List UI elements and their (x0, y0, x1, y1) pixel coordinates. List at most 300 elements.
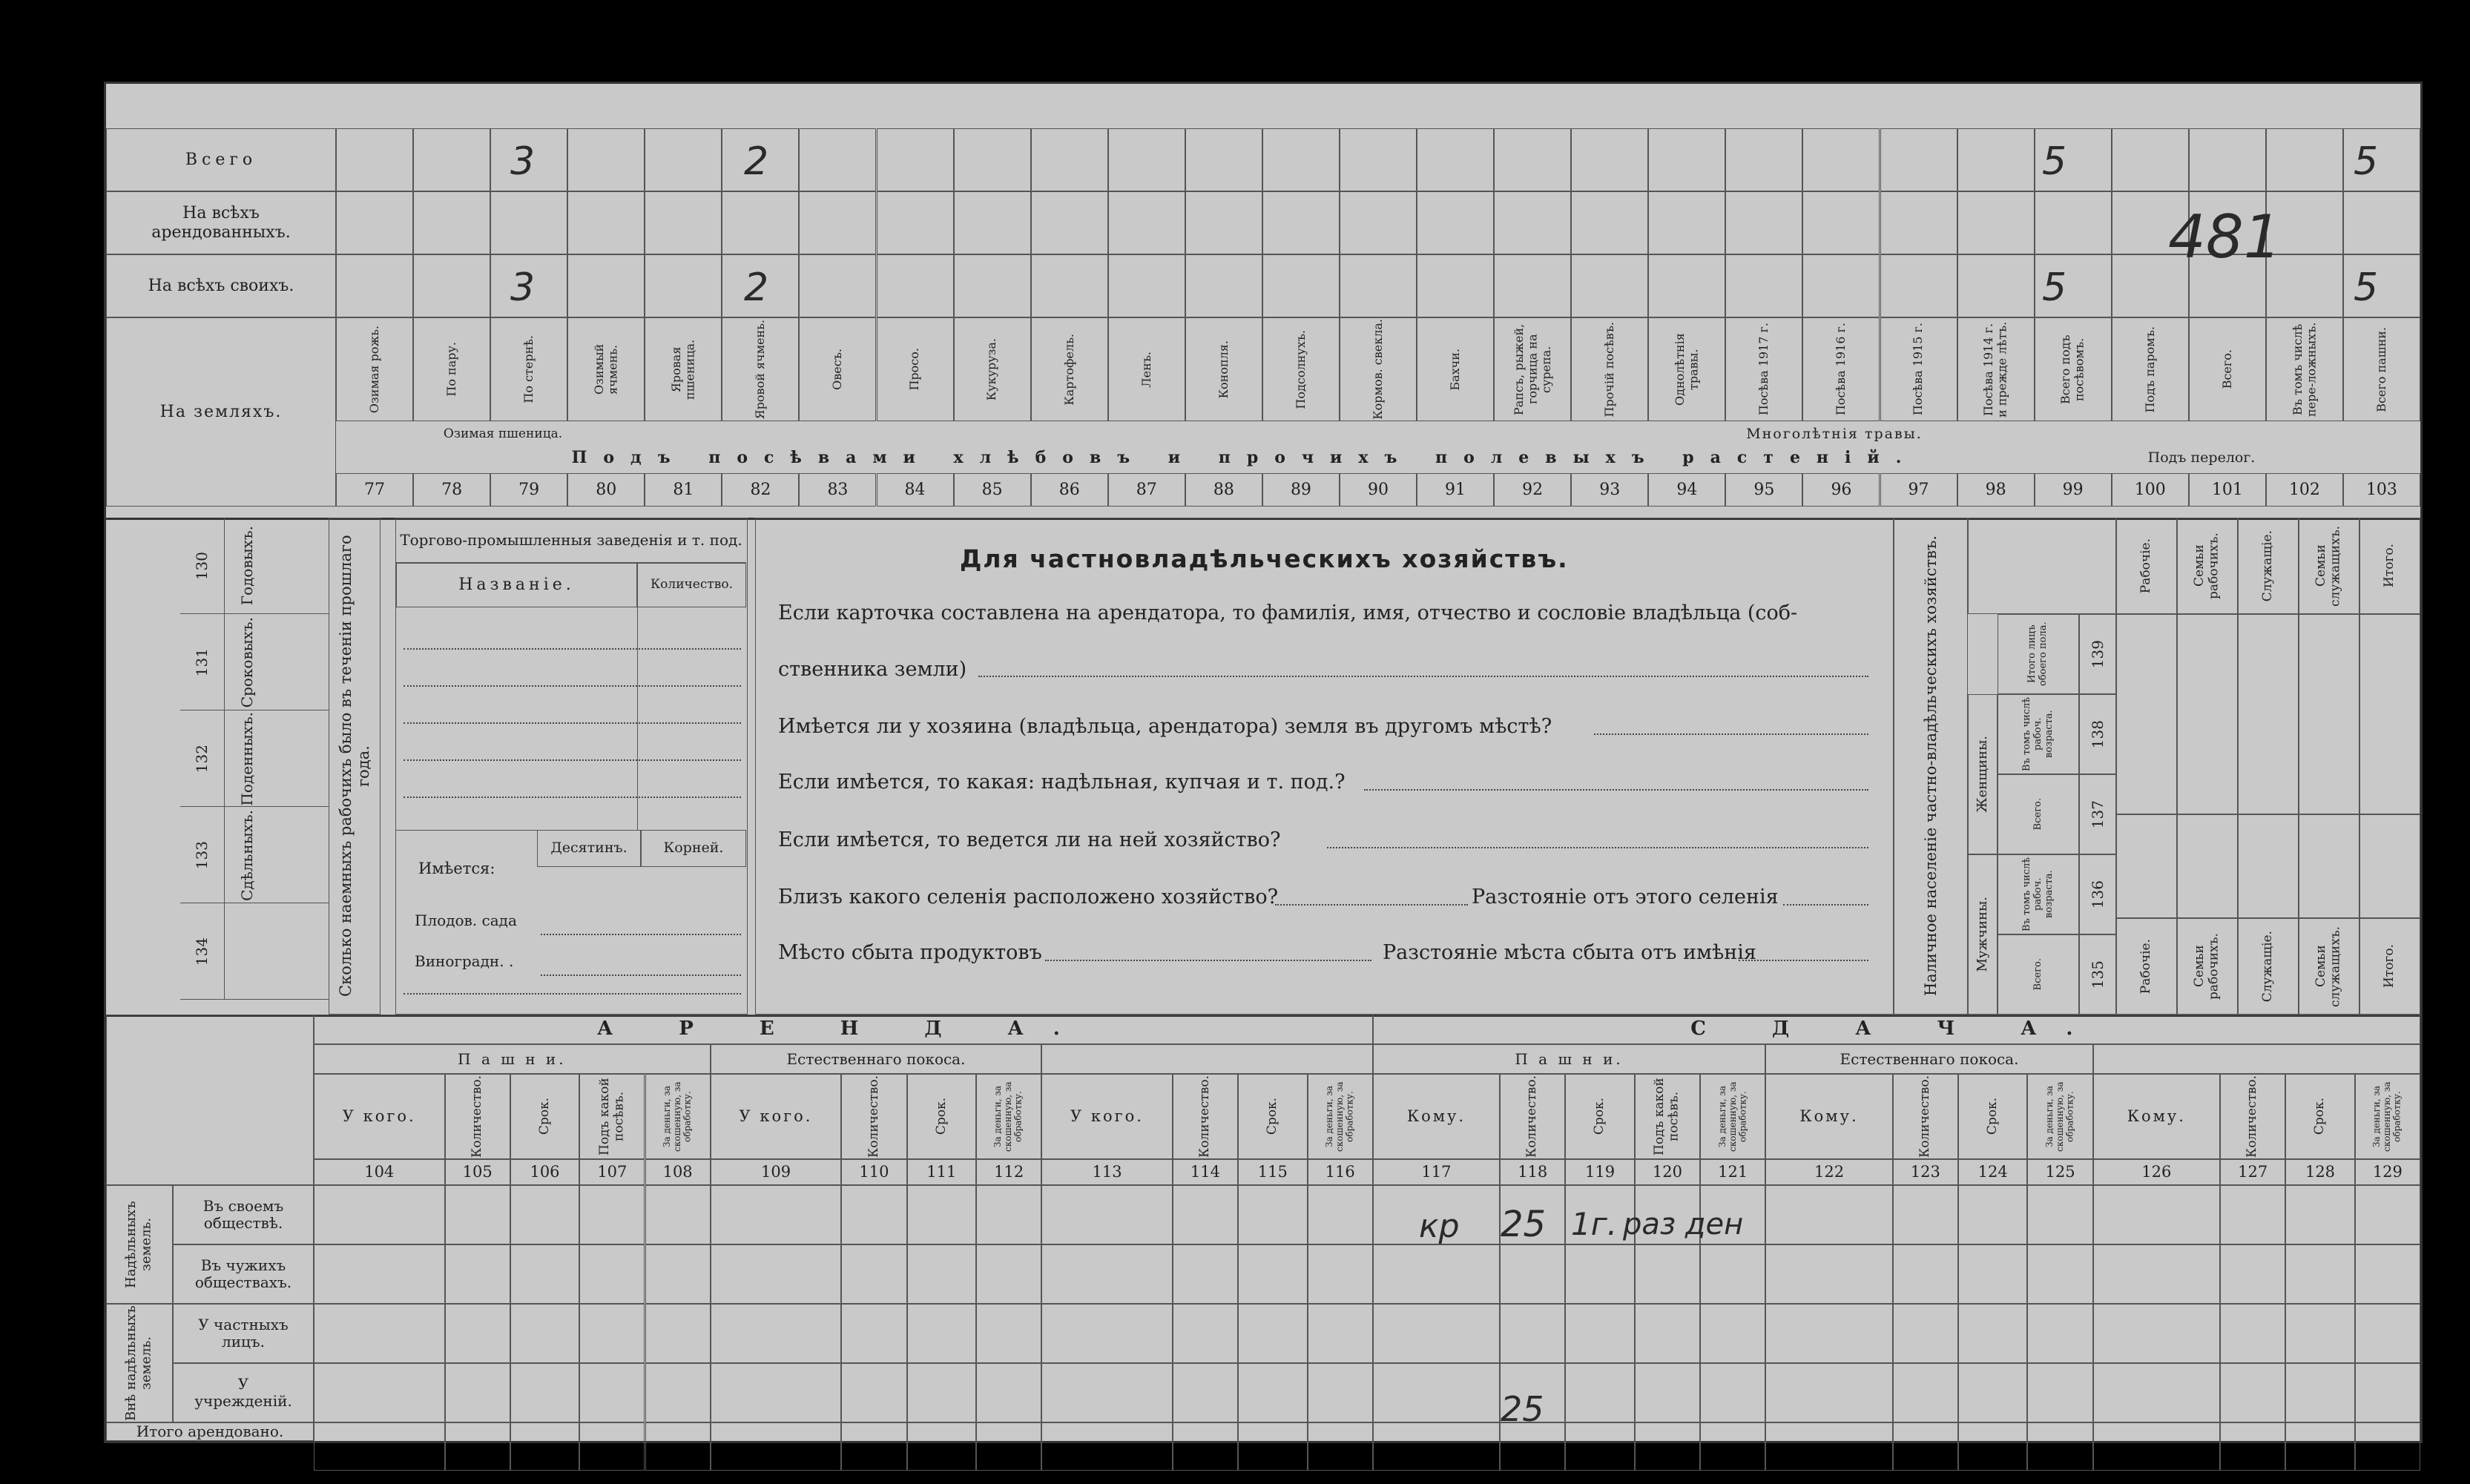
torg-title: Торгово-промышленныя заведенiя и т. под. (396, 518, 746, 563)
staff-cell-b-4 (2359, 814, 2420, 918)
col-number-77: 77 (336, 473, 413, 507)
crop-label-88: Конопля. (1216, 340, 1231, 399)
question-market: Мѣсто сбыта продуктовъ (778, 941, 1042, 964)
top-banner: Подъ посѣвами хлѣбовъ и прочихъ полевыхъ растенiй. (336, 447, 2153, 469)
col-number-94: 94 (1648, 473, 1725, 507)
worker-num-134 (180, 903, 225, 1000)
data-cell-r1-c2 (490, 191, 567, 254)
lease-num-106: 106 (510, 1159, 579, 1185)
worker-num-133 (180, 807, 225, 903)
staff-footer-label-4: Итого. (2382, 944, 2397, 989)
arenda-heading: А Р Е Н Д А. (314, 1015, 1373, 1044)
lease-header-108 (645, 1074, 711, 1159)
row-label-svoi: На всѣхъ своихъ. (106, 254, 336, 317)
lease-cell-r4-c110 (841, 1422, 906, 1471)
data-cell-r0-c24 (2189, 128, 2266, 191)
crop-header-95 (1725, 317, 1802, 421)
staff-cell-b-1 (2177, 814, 2238, 918)
staff-cell-b-3 (2299, 814, 2359, 918)
lease-cell-r3-c109 (711, 1363, 842, 1422)
lease-cell-r2-c126 (2093, 1304, 2220, 1363)
lease-cell-r3-c112 (976, 1363, 1041, 1422)
crop-header-94 (1648, 317, 1725, 421)
col-number-86: 86 (1031, 473, 1108, 507)
lease-cell-r2-c118 (1500, 1304, 1565, 1363)
hand-komu: кр (1419, 1207, 1460, 1245)
lease-cell-r0-c113 (1041, 1185, 1173, 1244)
data-cell-r1-c21 (1957, 191, 2035, 254)
lease-cell-r0-c110 (841, 1185, 906, 1244)
crop-label-86: Картофель. (1061, 333, 1076, 406)
lease-header-128 (2285, 1074, 2354, 1159)
hand-svoi-99: 5 (2042, 266, 2067, 310)
crop-header-86 (1031, 317, 1108, 421)
crop-label-81: Яровая пшеница. (668, 339, 697, 400)
lease-cell-r0-c122 (1765, 1185, 1892, 1244)
pop-men (1968, 854, 1998, 1015)
worker-type-label-2: Поденныхъ. (237, 711, 256, 806)
pop-num-139 (2079, 614, 2116, 694)
data-cell-r0-c1 (413, 128, 490, 191)
crop-header-78 (413, 317, 490, 421)
data-cell-r0-c7 (877, 128, 954, 191)
hand-svoi-79: 3 (510, 266, 536, 310)
data-cell-r0-c14 (1417, 128, 1494, 191)
lease-cell-r4-c104 (314, 1422, 445, 1471)
lease-header-label-105: Количество. (469, 1075, 484, 1158)
lease-header-label-128: Срок. (2312, 1098, 2328, 1135)
staff-cell-a-2 (2238, 614, 2299, 814)
lease-cell-r2-c111 (907, 1304, 976, 1363)
population-header (1894, 518, 1968, 1015)
staff-footer-label-2: Служащiе. (2260, 930, 2276, 1003)
lease-itogo-label: Итого арендовано. (106, 1422, 314, 1441)
lease-cell-r4-c127 (2220, 1422, 2285, 1471)
worker-num-130 (180, 518, 225, 614)
lease-header-129 (2355, 1074, 2420, 1159)
lease-header-119 (1565, 1074, 1634, 1159)
crop-label-95: Посѣва 1917 г. (1756, 323, 1771, 416)
data-cell-r1-c18 (1725, 191, 1802, 254)
crop-label-97: Посѣва 1915 г. (1911, 323, 1926, 416)
lease-cell-r2-c120 (1635, 1304, 1700, 1363)
lease-header-116 (1308, 1074, 1373, 1159)
pop-num-135 (2079, 934, 2116, 1015)
lease-header-120 (1635, 1074, 1700, 1159)
arenda-pashni: П а ш н и. (314, 1044, 711, 1074)
question-village: Близъ какого селенiя расположено хозяйство? (778, 886, 1279, 908)
lease-num-127: 127 (2220, 1159, 2285, 1185)
top-section (106, 128, 2420, 520)
data-cell-r2-c12 (1262, 254, 1340, 317)
lease-num-112: 112 (976, 1159, 1041, 1185)
staff-cell-a-0 (2116, 614, 2177, 814)
lease-header-label-114: Количество. (1197, 1075, 1213, 1158)
staff-header-label-1: Семьи рабочихъ. (2192, 532, 2222, 599)
lease-cell-r3-c114 (1173, 1363, 1238, 1422)
lease-cell-r1-c121 (1700, 1244, 1765, 1304)
lease-cell-r2-c129 (2355, 1304, 2420, 1363)
lease-cell-r4-c120 (1635, 1422, 1700, 1471)
lease-cell-r2-c125 (2027, 1304, 2092, 1363)
crop-header-79 (490, 317, 567, 421)
lease-header-label-127: Количество. (2245, 1075, 2260, 1158)
data-cell-r0-c16 (1571, 128, 1648, 191)
col-number-97: 97 (1880, 473, 1957, 507)
population-label: Наличное населенiе частно-владѣльческихъ хозяйствъ. (1921, 535, 1940, 997)
data-cell-r1-c14 (1417, 191, 1494, 254)
lease-cell-r1-c116 (1308, 1244, 1373, 1304)
col-number-95: 95 (1725, 473, 1802, 507)
data-cell-r2-c6 (799, 254, 876, 317)
population-grid (1968, 518, 2116, 1015)
lease-cell-r3-c113 (1041, 1363, 1173, 1422)
crop-header-100 (2112, 317, 2189, 421)
lease-num-128: 128 (2285, 1159, 2354, 1185)
crop-label-85: Кукуруза. (984, 337, 999, 401)
group-nadel (106, 1185, 173, 1304)
lease-cell-r2-c106 (510, 1304, 579, 1363)
lease-cell-r3-c129 (2355, 1363, 2420, 1422)
worker-num-label-133: 133 (193, 840, 211, 870)
crop-header-87 (1108, 317, 1185, 421)
arenda-pokos2 (1041, 1044, 1373, 1074)
staff-footer-label-1: Семьи рабочихъ. (2192, 933, 2222, 1000)
lease-cell-r2-c112 (976, 1304, 1041, 1363)
lease-cell-r3-c121 (1700, 1363, 1765, 1422)
lease-cell-r0-c125 (2027, 1185, 2092, 1244)
lease-cell-r0-c111 (907, 1185, 976, 1244)
worker-type-label-0: Годовыхъ. (237, 526, 256, 606)
staff-cell-a-3 (2299, 614, 2359, 814)
lease-header-118 (1500, 1074, 1565, 1159)
data-cell-r0-c17 (1648, 128, 1725, 191)
lease-cell-r2-c105 (445, 1304, 510, 1363)
crop-header-97 (1880, 317, 1957, 421)
lease-cell-r3-c128 (2285, 1363, 2354, 1422)
col-number-80: 80 (567, 473, 645, 507)
hired-workers-label: Сколько наемныхъ рабочихъ было въ теченiи прошлаго года. (336, 535, 372, 997)
col-number-91: 91 (1417, 473, 1494, 507)
col-number-93: 93 (1571, 473, 1648, 507)
lease-header-107 (579, 1074, 645, 1159)
lease-cell-r1-c115 (1238, 1244, 1307, 1304)
lease-cell-r2-c127 (2220, 1304, 2285, 1363)
lease-row-label-0: Въ своемъ обществѣ. (173, 1185, 314, 1244)
lease-cell-r1-c124 (1958, 1244, 2027, 1304)
hand-vsego-79: 3 (510, 139, 536, 184)
lease-cell-r3-c107 (579, 1363, 645, 1422)
col-number-90: 90 (1340, 473, 1417, 507)
worker-type-label-3: Сдѣльныхъ. (237, 809, 256, 901)
data-cell-r1-c12 (1262, 191, 1340, 254)
crop-label-80: Озимый ячмень. (591, 343, 620, 395)
sdacha-pashni: П а ш н и. (1373, 1044, 1766, 1074)
data-cell-r2-c10 (1108, 254, 1185, 317)
crop-header-99 (2035, 317, 2112, 421)
staff-footer-4 (2359, 918, 2420, 1015)
crop-label-77: Озимая рожь. (366, 325, 381, 414)
data-cell-r0-c6 (799, 128, 876, 191)
lease-cell-r1-c125 (2027, 1244, 2092, 1304)
lease-num-108: 108 (645, 1159, 711, 1185)
lease-cell-r0-c108 (645, 1185, 711, 1244)
lease-cell-r0-c104 (314, 1185, 445, 1244)
lease-num-104: 104 (314, 1159, 445, 1185)
lease-cell-r3-c125 (2027, 1363, 2092, 1422)
lease-cell-r4-c128 (2285, 1422, 2354, 1471)
crop-label-78: По пару. (444, 342, 458, 397)
staff-header-1 (2177, 518, 2238, 614)
lease-cell-r1-c106 (510, 1244, 579, 1304)
pop-num-text-137: 137 (2088, 799, 2107, 829)
pop-num-text-139: 139 (2088, 639, 2107, 669)
worker-num-132 (180, 710, 225, 807)
lease-cell-r1-c123 (1893, 1244, 1958, 1304)
col-number-79: 79 (490, 473, 567, 507)
hand-vsego-103: 5 (2354, 139, 2379, 184)
sdacha-heading: С Д А Ч А. (1373, 1015, 2420, 1044)
lease-cell-r2-c128 (2285, 1304, 2354, 1363)
group-vne (106, 1304, 173, 1422)
worker-type-2 (225, 710, 269, 807)
lease-num-117: 117 (1373, 1159, 1500, 1185)
lease-cell-r1-c127 (2220, 1244, 2285, 1304)
lease-cell-r4-c124 (1958, 1422, 2027, 1471)
crop-header-85 (954, 317, 1031, 421)
lease-header-126 (2093, 1074, 2220, 1159)
lease-cell-r2-c119 (1565, 1304, 1634, 1363)
lease-cell-r0-c107 (579, 1185, 645, 1244)
crop-label-92: Рапсъ, рыжей, горчица на сурепа. (1511, 323, 1553, 415)
data-cell-r0-c25 (2266, 128, 2343, 191)
crop-header-83 (799, 317, 876, 421)
lease-cell-r4-c118 (1500, 1422, 1565, 1471)
torg-nazvanie: Названiе. (396, 563, 637, 607)
lease-header-117 (1373, 1074, 1500, 1159)
staff-cell-a-1 (2177, 614, 2238, 814)
lease-cell-r1-c108 (645, 1244, 711, 1304)
col-number-102: 102 (2266, 473, 2343, 507)
data-cell-r0-c8 (954, 128, 1031, 191)
col-number-84: 84 (877, 473, 954, 507)
crop-header-82 (722, 317, 799, 421)
data-cell-r1-c15 (1494, 191, 1571, 254)
lease-header-label-108: За деньги, за скошенную, за обработку. (661, 1081, 693, 1152)
col-number-98: 98 (1957, 473, 2035, 507)
torg-box (395, 518, 748, 1015)
lease-cell-r2-c110 (841, 1304, 906, 1363)
lease-header-label-120: Подъ какой посѣвъ. (1652, 1078, 1682, 1155)
data-cell-r0-c3 (567, 128, 645, 191)
hand-code: 481 (2168, 202, 2282, 271)
lease-header-124 (1958, 1074, 2027, 1159)
arenda-pokos: Естественнаго покоса. (711, 1044, 1042, 1074)
data-cell-r2-c14 (1417, 254, 1494, 317)
lease-cell-r4-c126 (2093, 1422, 2220, 1471)
crop-header-80 (567, 317, 645, 421)
lease-cell-r3-c127 (2220, 1363, 2285, 1422)
lease-cell-r3-c120 (1635, 1363, 1700, 1422)
staff-footer-3 (2299, 918, 2359, 1015)
lease-cell-r4-c121 (1700, 1422, 1765, 1471)
crop-label-82: Яровой ячмень. (753, 319, 768, 420)
col-number-88: 88 (1185, 473, 1262, 507)
crop-label-93: Прочiй посѣвъ. (1602, 321, 1617, 418)
lease-cell-r2-c104 (314, 1304, 445, 1363)
lease-cell-r1-c122 (1765, 1244, 1892, 1304)
data-cell-r0-c12 (1262, 128, 1340, 191)
worker-num-label-132: 132 (193, 744, 211, 774)
lease-cell-r3-c116 (1308, 1363, 1373, 1422)
lease-cell-r4-c119 (1565, 1422, 1634, 1471)
data-cell-r1-c22 (2035, 191, 2112, 254)
lease-cell-r4-c117 (1373, 1422, 1500, 1471)
crop-header-98 (1957, 317, 2035, 421)
lease-num-126: 126 (2093, 1159, 2220, 1185)
lease-row-label-1: Въ чужихъ обществахъ. (173, 1244, 314, 1304)
crop-label-87: Ленъ. (1139, 351, 1153, 388)
hired-workers-q (329, 518, 381, 1015)
lease-cell-r0-c124 (1958, 1185, 2027, 1244)
data-cell-r2-c0 (336, 254, 413, 317)
imeetsya-label: Имѣется: (418, 860, 495, 877)
lease-cell-r2-c124 (1958, 1304, 2027, 1363)
col-number-83: 83 (799, 473, 876, 507)
staff-footer-2 (2238, 918, 2299, 1015)
crop-label-94: Однолѣтнiя травы. (1672, 333, 1701, 406)
data-cell-r0-c19 (1802, 128, 1880, 191)
hand-kolvo: 25 (1501, 1204, 1547, 1245)
crop-header-89 (1262, 317, 1340, 421)
lease-cell-r4-c115 (1238, 1422, 1307, 1471)
hand-svoi-103: 5 (2354, 266, 2379, 310)
private-farm-box (755, 518, 1894, 1015)
lease-num-107: 107 (579, 1159, 645, 1185)
lease-header-label-109: У кого. (739, 1107, 813, 1126)
staff-header-label-0: Рабочiе. (2138, 538, 2154, 594)
question-market-distance: Разстоянiе мѣста сбыта отъ имѣнiя (1383, 941, 1756, 964)
data-cell-r1-c7 (877, 191, 954, 254)
crop-header-91 (1417, 317, 1494, 421)
data-cell-r2-c18 (1725, 254, 1802, 317)
lease-header-label-126: Кому. (2127, 1107, 2186, 1126)
lease-cell-r2-c115 (1238, 1304, 1307, 1363)
data-cell-r0-c9 (1031, 128, 1108, 191)
lease-cell-r1-c113 (1041, 1244, 1173, 1304)
crop-header-88 (1185, 317, 1262, 421)
data-cell-r2-c3 (567, 254, 645, 317)
lease-num-124: 124 (1958, 1159, 2027, 1185)
vinograd-label: Виноградн. . (415, 952, 514, 970)
worker-num-label-134: 134 (193, 937, 211, 966)
lease-cell-r1-c111 (907, 1244, 976, 1304)
pop-label-135 (1998, 934, 2079, 1015)
pop-num-136 (2079, 854, 2116, 934)
question-other-land: Имѣется ли у хозяина (владѣльца, арендатора) земля въ другомъ мѣстѣ? (778, 715, 1552, 738)
data-cell-r2-c17 (1648, 254, 1725, 317)
worker-row-4 (180, 903, 329, 1000)
lease-cell-r2-c116 (1308, 1304, 1373, 1363)
lease-num-118: 118 (1500, 1159, 1565, 1185)
data-cell-r0-c18 (1725, 128, 1802, 191)
row-label-vsego: Всего (106, 128, 336, 191)
lease-header-label-116: За деньги, за скошенную, за обработку. (1323, 1081, 1355, 1152)
staff-footer-0 (2116, 918, 2177, 1015)
lease-num-121: 121 (1700, 1159, 1765, 1185)
lease-cell-r3-c110 (841, 1363, 906, 1422)
lease-cell-r3-c124 (1958, 1363, 2027, 1422)
col-number-101: 101 (2189, 473, 2266, 507)
data-cell-r2-c9 (1031, 254, 1108, 317)
question-farming: Если имѣется, то ведется ли на ней хозяйство? (778, 828, 1281, 851)
lease-header-125 (2027, 1074, 2092, 1159)
hand-svoi-82: 2 (744, 266, 769, 310)
lease-cell-r1-c126 (2093, 1244, 2220, 1304)
lease-header-label-113: У кого. (1070, 1107, 1144, 1126)
data-cell-r1-c0 (336, 191, 413, 254)
lease-num-111: 111 (907, 1159, 976, 1185)
crop-label-96: Посѣва 1916 г. (1834, 323, 1848, 416)
data-cell-r0-c10 (1108, 128, 1185, 191)
lease-cell-r3-c126 (2093, 1363, 2220, 1422)
data-cell-r1-c8 (954, 191, 1031, 254)
lease-header-label-125: За деньги, за скошенную, за обработку. (2043, 1081, 2075, 1152)
lease-cell-r4-c106 (510, 1422, 579, 1471)
lease-header-115 (1238, 1074, 1307, 1159)
data-cell-r1-c9 (1031, 191, 1108, 254)
lease-num-129: 129 (2355, 1159, 2420, 1185)
group-nadel-label: Надѣльныхъ земель. (123, 1201, 154, 1288)
staff-footer-label-3: Семьи служащихъ. (2313, 926, 2343, 1007)
box-title: Для частновладѣльческихъ хозяйствъ. (960, 544, 1569, 573)
lease-num-113: 113 (1041, 1159, 1173, 1185)
crop-header-90 (1340, 317, 1417, 421)
crop-header-96 (1802, 317, 1880, 421)
lease-cell-r0-c112 (976, 1185, 1041, 1244)
crop-header-84 (877, 317, 954, 421)
hand-itogo: 25 (1501, 1389, 1544, 1429)
crop-label-83: Овесъ. (830, 349, 845, 390)
lease-cell-r0-c129 (2355, 1185, 2420, 1244)
lease-cell-r4-c107 (579, 1422, 645, 1471)
crop-header-102 (2266, 317, 2343, 421)
pop-label-139 (1998, 614, 2079, 694)
left-workers (180, 518, 329, 1015)
lease-header-113 (1041, 1074, 1173, 1159)
lease-row-label-3: У учрежденiй. (173, 1363, 314, 1422)
lease-num-123: 123 (1893, 1159, 1958, 1185)
col-number-99: 99 (2035, 473, 2112, 507)
lease-cell-r4-c112 (976, 1422, 1041, 1471)
lease-header-111 (907, 1074, 976, 1159)
question-village-distance: Разстоянiе отъ этого селенiя (1472, 886, 1779, 908)
data-cell-r1-c20 (1880, 191, 1957, 254)
worker-type-3 (225, 807, 269, 903)
pop-label-text-135: Всего. (2032, 958, 2043, 991)
lease-cell-r2-c109 (711, 1304, 842, 1363)
data-cell-r1-c5 (722, 191, 799, 254)
worker-row-3 (180, 807, 329, 903)
lease-header-label-112: За деньги, за скошенную, за обработку. (992, 1081, 1024, 1152)
lease-cell-r0-c127 (2220, 1185, 2285, 1244)
lease-cell-r4-c123 (1893, 1422, 1958, 1471)
col-number-100: 100 (2112, 473, 2189, 507)
staff-footer-1 (2177, 918, 2238, 1015)
staff-footer-label-0: Рабочiе. (2138, 938, 2154, 995)
staff-cell-b-2 (2238, 814, 2299, 918)
staff-header-label-2: Служащiе. (2260, 530, 2276, 602)
